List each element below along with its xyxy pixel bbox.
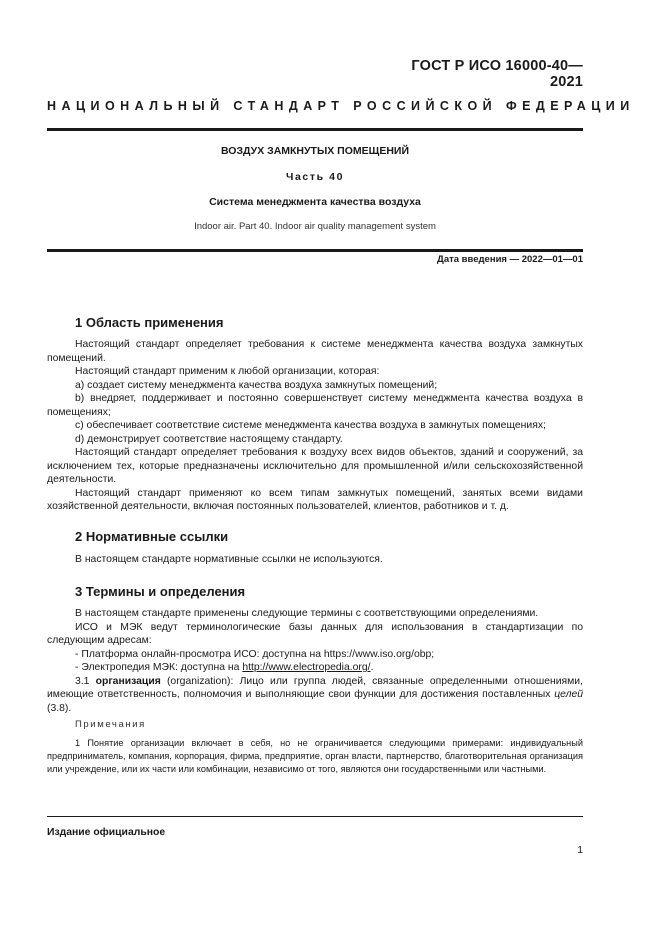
section-3-heading: 3 Термины и определения <box>75 584 246 599</box>
section-3-body <box>47 607 583 715</box>
section-2-body <box>47 553 583 567</box>
document-title: ВОЗДУХ ЗАМКНУТЫХ ПОМЕЩЕНИЙ <box>220 145 409 157</box>
english-title: Indoor air. Part 40. Indoor air quality management system <box>194 221 436 232</box>
s3-bullet-iso-obp: - Платформа онлайн-просмотра ИСО: доступна на https://www.iso.org/obp; <box>75 648 435 660</box>
term-name: организация <box>95 675 161 687</box>
page-number: 1 <box>577 845 583 856</box>
s1-item-d: d) демонстрирует соответствие настоящему стандарту. <box>75 433 343 445</box>
notes-label: Примечания <box>75 719 146 730</box>
s2-paragraph-1: В настоящем стандарте нормативные ссылки не используются. <box>75 554 383 565</box>
intro-date: Дата введения — 2022—01—01 <box>437 254 583 265</box>
s1-paragraph-4: Настоящий стандарт применяют ко всем типам замкнутых помещений, занятых всеми видами хозяйственной деятельности, включая постоянных пользователей, клиентов, работников и т. д. <box>47 487 583 512</box>
term-reference: целей <box>554 689 583 700</box>
s1-item-b: b) внедряет, поддерживает и постоянно совершенствует систему менеджмента качества воздуха в помещениях; <box>47 393 583 418</box>
gost-code: ГОСТ Р ИСО 16000-40—2021 <box>411 58 583 90</box>
section-2-heading: 2 Нормативные ссылки <box>75 529 229 544</box>
term-reference-tail: (3.8). <box>47 702 72 714</box>
s3-term-definition <box>47 675 583 716</box>
term-definition-text: (organization): Лицо или группа людей, связанные определенными отношениями, имеющие ответственность, полномочия и выполняющие свои функции для достижения поставленных <box>47 675 583 700</box>
s3-paragraph-2: ИСО и МЭК ведут терминологические базы данных для использования в стандартизации по следующим адресам: <box>47 621 583 646</box>
national-standard-heading: НАЦИОНАЛЬНЫЙ СТАНДАРТ РОССИЙСКОЙ ФЕДЕРАЦИИ <box>47 99 635 113</box>
s3-paragraph-1: В настоящем стандарте применены следующие термины с соответствующими определениями. <box>75 608 539 619</box>
footer-divider <box>47 816 583 817</box>
title-divider <box>47 249 583 252</box>
section-1-body <box>47 338 583 514</box>
term-number: 3.1 <box>75 675 96 687</box>
bullet2-suffix: . <box>370 662 374 673</box>
s1-paragraph-3: Настоящий стандарт определяет требования к воздуху всех видов объектов, зданий и сооружений, за исключением тех, которые предназначены исключительно для промышленной и/или сельскохозяйственной деятельности. <box>47 447 583 485</box>
s1-item-c: c) обеспечивает соответствие системе менеджмента качества воздуха в замкнутых помещениях; <box>75 420 546 431</box>
s1-item-a: a) создает систему менеджмента качества воздуха замкнутых помещений; <box>75 379 438 391</box>
bullet2-prefix: - Электропедия МЭК: доступна на <box>75 662 243 673</box>
electropedia-link[interactable]: http://www.electropedia.org/ <box>242 662 371 673</box>
section-1-heading: 1 Область применения <box>75 315 224 330</box>
header-divider <box>47 128 583 131</box>
s1-paragraph-1: Настоящий стандарт определяет требования к системе менеджмента качества воздуха замкнутых помещений. <box>47 339 583 364</box>
document-subtitle: Система менеджмента качества воздуха <box>209 196 421 208</box>
official-edition: Издание официальное <box>47 827 166 838</box>
s1-paragraph-2: Настоящий стандарт применим к любой организации, которая: <box>75 366 380 377</box>
document-part: Часть 40 <box>285 171 345 183</box>
s3-bullet-electropedia <box>47 661 583 675</box>
note-1: 1 Понятие организации включает в себя, но не ограничивается следующими примерами: индивидуальный предприниматель, компания, корпорация, фирма, предприятие, орган власти, партнерство, благотворительная организация или учреждение, или их части или комбинации, независимо от того, являются они государственными или частными. <box>47 738 583 774</box>
